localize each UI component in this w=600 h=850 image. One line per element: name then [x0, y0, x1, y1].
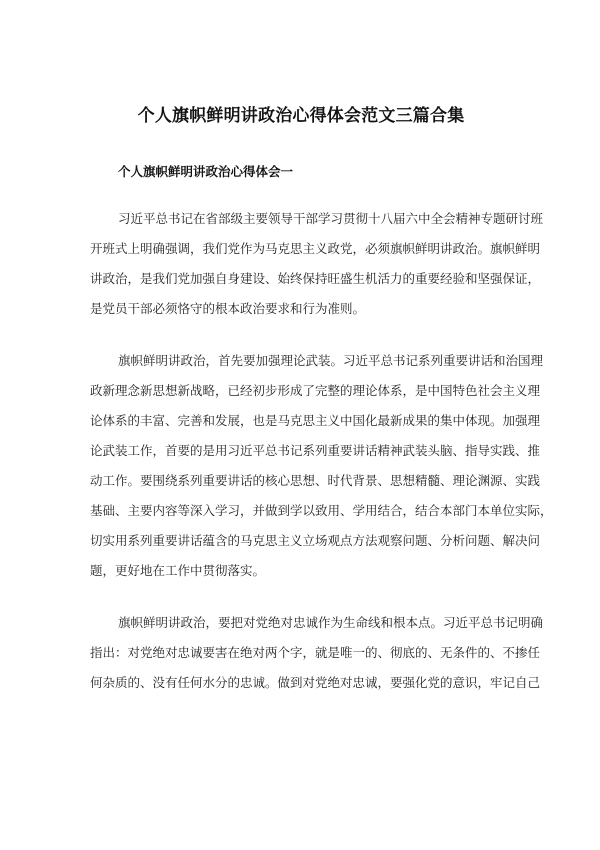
paragraph-line: 讲政治，是我们党加强自身建设、始终保持旺盛生机活力的重要经验和坚强保证，: [90, 271, 541, 286]
document-title: 个人旗帜鲜明讲政治心得体会范文三篇合集: [137, 106, 465, 126]
paragraph-2: [90, 346, 553, 586]
paragraph-line: 论武装工作，首要的是用习近平总书记系列重要讲话精神武装头脑、指导实践、推: [90, 443, 541, 458]
paragraph-line: 切实用系列重要讲话蕴含的马克思主义立场观点方法观察问题、分析问题、解决问: [90, 533, 541, 548]
section-title: 个人旗帜鲜明讲政治心得体会一: [118, 164, 294, 179]
paragraph-line: 是党员干部必须恪守的根本政治要求和行为准则。: [90, 301, 366, 316]
paragraph-line: 旗帜鲜明讲政治，要把对党绝对忠诚作为生命线和根本点。习近平总书记明确: [118, 615, 544, 630]
paragraph-1: [90, 204, 544, 324]
paragraph-line: 基础、主要内容等深入学习，并做到学以致用、学用结合，结合本部门本单位实际，: [90, 503, 553, 518]
paragraph-line: 何杂质的、没有任何水分的忠诚。做到对党绝对忠诚，要强化党的意识，牢记自己: [90, 675, 541, 690]
paragraph-line: 政新理念新思想新战略，已经初步形成了完整的理论体系，是中国特色社会主义理: [90, 383, 541, 398]
paragraph-line: 论体系的丰富、完善和发展，也是马克思主义中国化最新成果的集中体现。加强理: [90, 413, 541, 428]
paragraph-line: 习近平总书记在省部级主要领导干部学习贯彻十八届六中全会精神专题研讨班: [118, 211, 544, 226]
paragraph-line: 旗帜鲜明讲政治，首先要加强理论武装。习近平总书记系列重要讲话和治国理: [118, 353, 544, 368]
paragraph-line: 指出：对党绝对忠诚要害在绝对两个字，就是唯一的、彻底的、无条件的、不掺任: [90, 645, 541, 660]
paragraph-3: [90, 608, 544, 698]
paragraph-line: 题，更好地在工作中贯彻落实。: [90, 563, 266, 578]
paragraph-line: 动工作。要围绕系列重要讲话的核心思想、时代背景、思想精髓、理论渊源、实践: [90, 473, 541, 488]
paragraph-line: 开班式上明确强调，我们党作为马克思主义政党，必须旗帜鲜明讲政治。旗帜鲜明: [90, 241, 541, 256]
